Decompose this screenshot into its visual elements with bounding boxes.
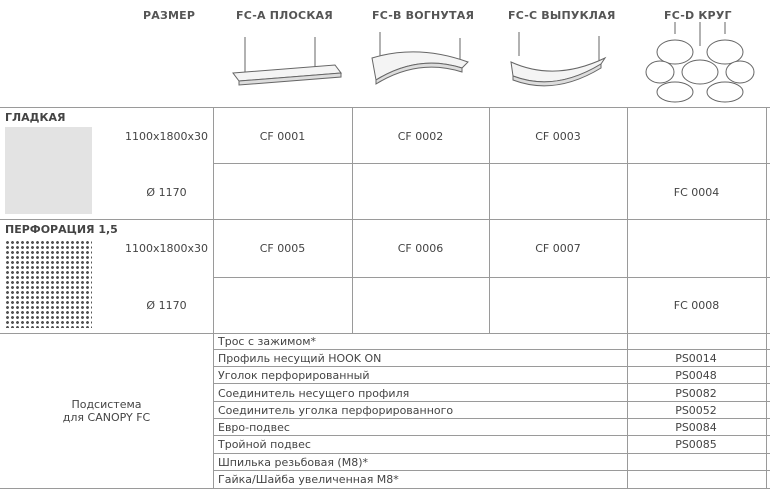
fc-b-concave-panel-icon bbox=[368, 32, 478, 92]
subsystem-item: Гайка/Шайба увеличенная M8* bbox=[218, 473, 399, 486]
subsystem-item: Трос с зажимом* bbox=[218, 335, 316, 348]
subsystem-item: Уголок перфорированный bbox=[218, 369, 370, 382]
header-fc-a: FC-A ПЛОСКАЯ bbox=[236, 9, 333, 22]
subsystem-label-2: для CANOPY FC bbox=[62, 411, 151, 424]
perforated-size-1: 1100x1800x30 bbox=[124, 242, 208, 255]
subsystem-code: PS0048 bbox=[675, 369, 717, 382]
smooth-size-2: Ø 1170 bbox=[146, 186, 187, 199]
subsystem-code: PS0052 bbox=[675, 404, 717, 417]
perforated-swatch bbox=[5, 240, 92, 328]
fc-a-flat-panel-icon bbox=[225, 35, 345, 95]
fc-d-circle-cluster-icon bbox=[645, 22, 755, 104]
smooth-c-1: CF 0003 bbox=[535, 130, 581, 143]
subsystem-item: Соединитель несущего профиля bbox=[218, 387, 410, 400]
perforated-b-1: CF 0006 bbox=[397, 242, 444, 255]
smooth-label: ГЛАДКАЯ bbox=[5, 111, 66, 124]
perforated-c-1: CF 0007 bbox=[535, 242, 581, 255]
subsystem-item: Соединитель уголка перфорированного bbox=[218, 404, 454, 417]
perforated-a-1: CF 0005 bbox=[259, 242, 306, 255]
perforated-d-2: FC 0008 bbox=[673, 299, 720, 312]
subsystem-item: Профиль несущий HOOK ON bbox=[218, 352, 382, 365]
subsystem-item: Тройной подвес bbox=[218, 438, 311, 451]
subsystem-code: PS0082 bbox=[675, 387, 717, 400]
header-fc-d: FC-D КРУГ bbox=[664, 9, 732, 22]
subsystem-label-1: Подсистема bbox=[71, 398, 142, 411]
subsystem-item: Евро-подвес bbox=[218, 421, 290, 434]
smooth-swatch bbox=[5, 127, 92, 214]
smooth-size-1: 1100x1800x30 bbox=[124, 130, 208, 143]
subsystem-code: PS0085 bbox=[675, 438, 717, 451]
perforated-label: ПЕРФОРАЦИЯ 1,5 bbox=[5, 223, 118, 236]
smooth-a-1: CF 0001 bbox=[259, 130, 306, 143]
header-size: РАЗМЕР bbox=[143, 9, 196, 22]
header-fc-c: FC-C ВЫПУКЛАЯ bbox=[508, 9, 616, 22]
header-fc-b: FC-B ВОГНУТАЯ bbox=[372, 9, 475, 22]
fc-c-convex-panel-icon bbox=[505, 32, 615, 92]
subsystem-code: PS0014 bbox=[675, 352, 717, 365]
smooth-b-1: CF 0002 bbox=[397, 130, 444, 143]
perforated-size-2: Ø 1170 bbox=[146, 299, 187, 312]
subsystem-code: PS0084 bbox=[675, 421, 717, 434]
subsystem-item: Шпилька резьбовая (M8)* bbox=[218, 456, 369, 469]
smooth-d-2: FC 0004 bbox=[673, 186, 720, 199]
